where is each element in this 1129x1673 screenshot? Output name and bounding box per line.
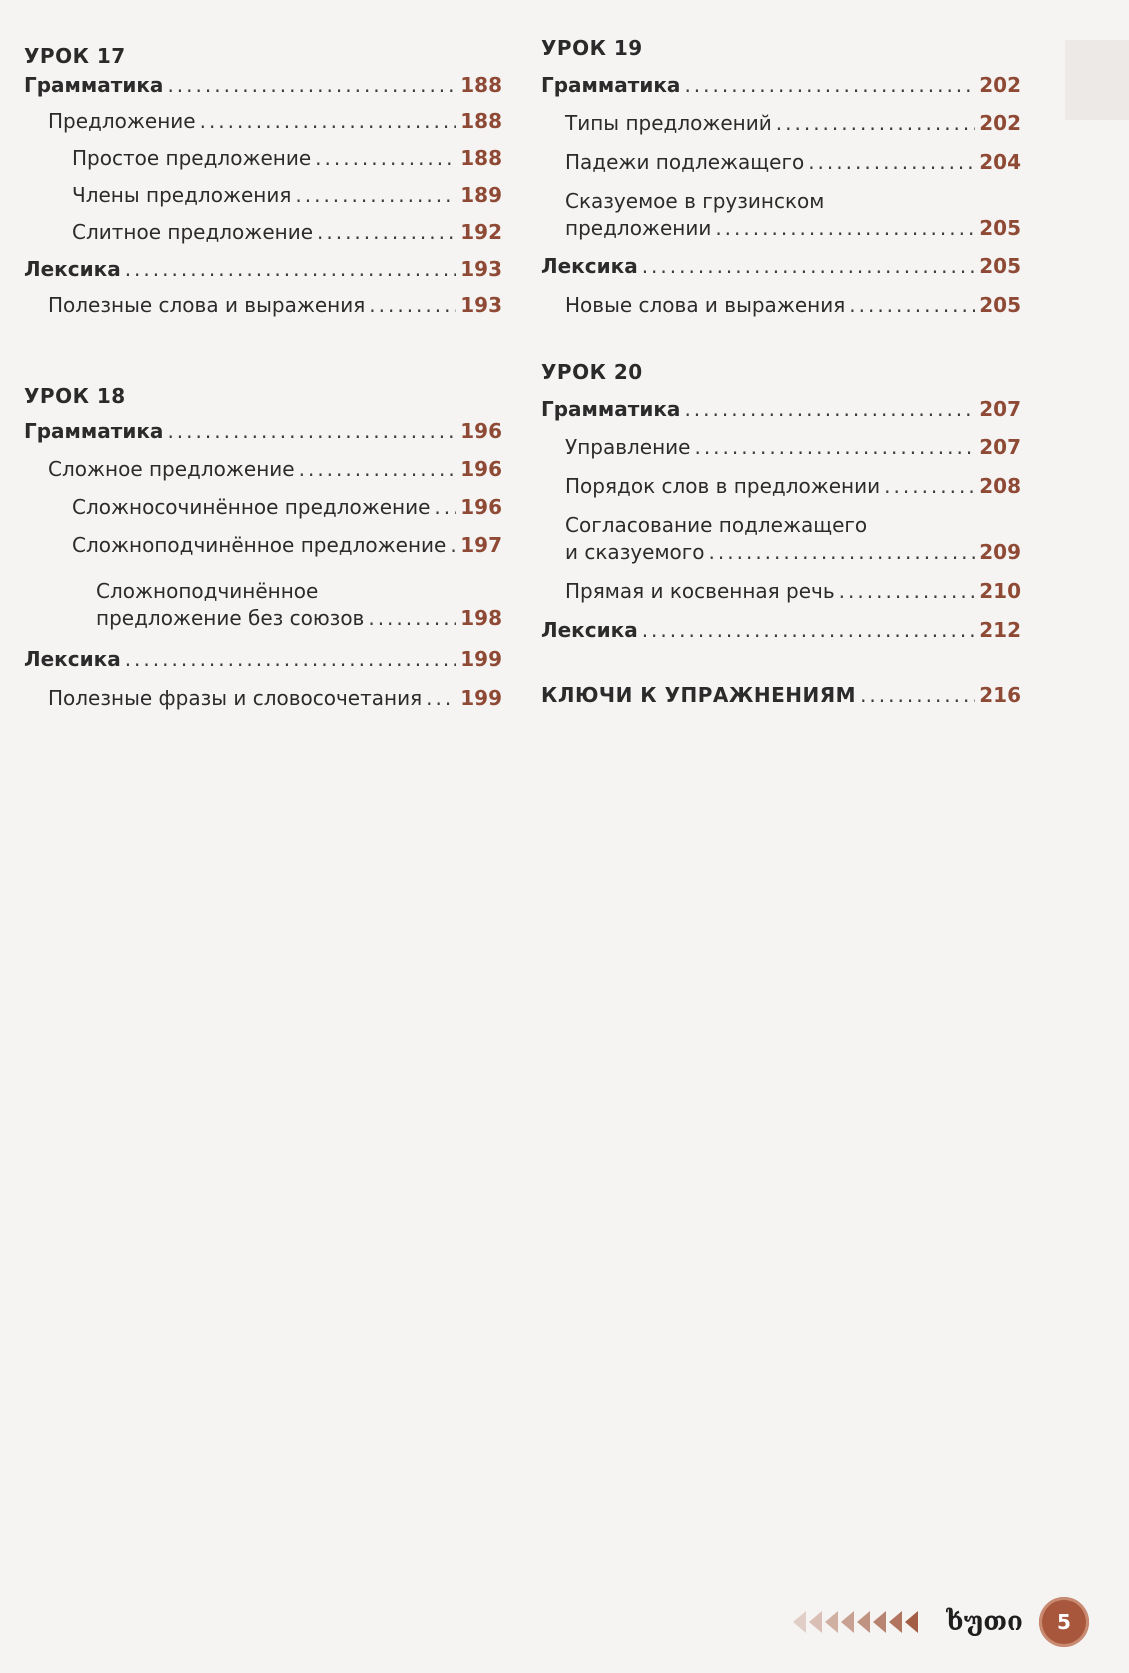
- arrow-left-icon: [889, 1611, 902, 1633]
- entry-label: предложение без союзов: [96, 606, 365, 630]
- entry-label: Прямая и косвенная речь: [565, 579, 835, 603]
- toc-entry[interactable]: [541, 512, 1021, 566]
- toc-entry-lexicon[interactable]: [541, 617, 1021, 644]
- toc-entry[interactable]: [24, 182, 502, 209]
- entry-label: предложении: [565, 216, 712, 240]
- toc-entry-lexicon[interactable]: [541, 253, 1021, 280]
- entry-page: 207: [979, 435, 1021, 459]
- entry-page: 202: [979, 111, 1021, 135]
- entry-page: 209: [979, 540, 1021, 564]
- entry-label: Лексика: [24, 647, 121, 671]
- entry-page: 198: [460, 606, 502, 630]
- entry-label: Простое предложение: [72, 146, 312, 170]
- decorative-arrows: [790, 1611, 918, 1633]
- entry-page: 196: [460, 419, 502, 443]
- entry-label: Сложное предложение: [48, 457, 295, 481]
- toc-entry[interactable]: [541, 188, 1021, 242]
- lesson-20-heading: УРОК 20: [541, 360, 643, 384]
- lesson-19-heading: УРОК 19: [541, 36, 643, 60]
- entry-page: 216: [979, 683, 1021, 707]
- faint-background-block: [1065, 40, 1129, 120]
- entry-label-line1: Сказуемое в грузинском: [565, 189, 825, 213]
- entry-label-line1: Согласование подлежащего: [565, 513, 868, 537]
- entry-page: 207: [979, 397, 1021, 421]
- toc-entry[interactable]: [541, 578, 1021, 605]
- entry-label: Предложение: [48, 109, 196, 133]
- entry-label: КЛЮЧИ К УПРАЖНЕНИЯМ: [541, 683, 857, 707]
- toc-entry-lexicon[interactable]: [24, 646, 502, 673]
- entry-label: Слитное предложение: [72, 220, 313, 244]
- entry-page: 192: [460, 220, 502, 244]
- entry-label: Сложноподчинённое предложение: [72, 533, 447, 557]
- arrow-left-icon: [905, 1611, 918, 1633]
- entry-page: 193: [460, 293, 502, 317]
- toc-entry[interactable]: [24, 532, 502, 559]
- entry-label: Лексика: [541, 618, 638, 642]
- entry-page: 199: [460, 647, 502, 671]
- toc-entry[interactable]: [541, 473, 1021, 500]
- toc-entry[interactable]: [541, 434, 1021, 461]
- entry-label: и сказуемого: [565, 540, 705, 564]
- toc-entry[interactable]: [24, 219, 502, 246]
- entry-label: Грамматика: [24, 419, 164, 443]
- entry-label: Грамматика: [541, 397, 681, 421]
- toc-entry[interactable]: [541, 110, 1021, 137]
- entry-page: 210: [979, 579, 1021, 603]
- entry-page: 188: [460, 73, 502, 97]
- toc-entry-grammar[interactable]: [541, 72, 1021, 99]
- entry-label: Лексика: [24, 257, 121, 281]
- entry-page: 196: [460, 457, 502, 481]
- toc-entry[interactable]: [24, 292, 502, 319]
- entry-label: Грамматика: [541, 73, 681, 97]
- toc-entry-grammar[interactable]: [541, 396, 1021, 423]
- lesson-17-heading: УРОК 17: [24, 44, 126, 68]
- entry-label: Сложносочинённое предложение: [72, 495, 431, 519]
- toc-entry[interactable]: [24, 145, 502, 172]
- entry-label: Порядок слов в предложении: [565, 474, 881, 498]
- entry-label: Грамматика: [24, 73, 164, 97]
- entry-page: 188: [460, 109, 502, 133]
- toc-entry[interactable]: [541, 292, 1021, 319]
- toc-entry[interactable]: [24, 578, 502, 632]
- toc-entry-lexicon[interactable]: [24, 256, 502, 283]
- entry-page: 212: [979, 618, 1021, 642]
- entry-label: Члены предложения: [72, 183, 292, 207]
- toc-entry[interactable]: [541, 149, 1021, 176]
- entry-page: 205: [979, 293, 1021, 317]
- entry-page: 193: [460, 257, 502, 281]
- entry-label: Новые слова и выражения: [565, 293, 846, 317]
- arrow-left-icon: [825, 1611, 838, 1633]
- toc-entry[interactable]: [24, 108, 502, 135]
- arrow-left-icon: [873, 1611, 886, 1633]
- entry-label: Полезные фразы и словосочетания: [48, 686, 423, 710]
- entry-page: 199: [460, 686, 502, 710]
- lesson-18-heading: УРОК 18: [24, 384, 126, 408]
- entry-page: 208: [979, 474, 1021, 498]
- arrow-left-icon: [857, 1611, 870, 1633]
- entry-page: 205: [979, 254, 1021, 278]
- page-number-word: ხუთი: [946, 1607, 1023, 1637]
- entry-label-line1: Сложноподчинённое: [96, 579, 319, 603]
- entry-page: 205: [979, 216, 1021, 240]
- entry-page: 202: [979, 73, 1021, 97]
- entry-page: 188: [460, 146, 502, 170]
- entry-label: Лексика: [541, 254, 638, 278]
- toc-entry[interactable]: [24, 685, 502, 712]
- entry-page: 197: [460, 533, 502, 557]
- page-footer: [790, 1597, 1089, 1647]
- entry-label: Падежи подлежащего: [565, 150, 805, 174]
- entry-page: 196: [460, 495, 502, 519]
- toc-entry-grammar[interactable]: [24, 418, 502, 445]
- entry-label: Полезные слова и выражения: [48, 293, 366, 317]
- page-number-badge: 5: [1039, 1597, 1089, 1647]
- toc-entry-answer-keys[interactable]: [541, 682, 1021, 709]
- arrow-left-icon: [809, 1611, 822, 1633]
- arrow-left-icon: [841, 1611, 854, 1633]
- entry-page: 204: [979, 150, 1021, 174]
- toc-entry[interactable]: [24, 456, 502, 483]
- toc-entry-grammar[interactable]: [24, 72, 502, 99]
- arrow-left-icon: [793, 1611, 806, 1633]
- entry-label: Типы предложений: [565, 111, 772, 135]
- entry-page: 189: [460, 183, 502, 207]
- entry-label: Управление: [565, 435, 691, 459]
- toc-entry[interactable]: [24, 494, 502, 521]
